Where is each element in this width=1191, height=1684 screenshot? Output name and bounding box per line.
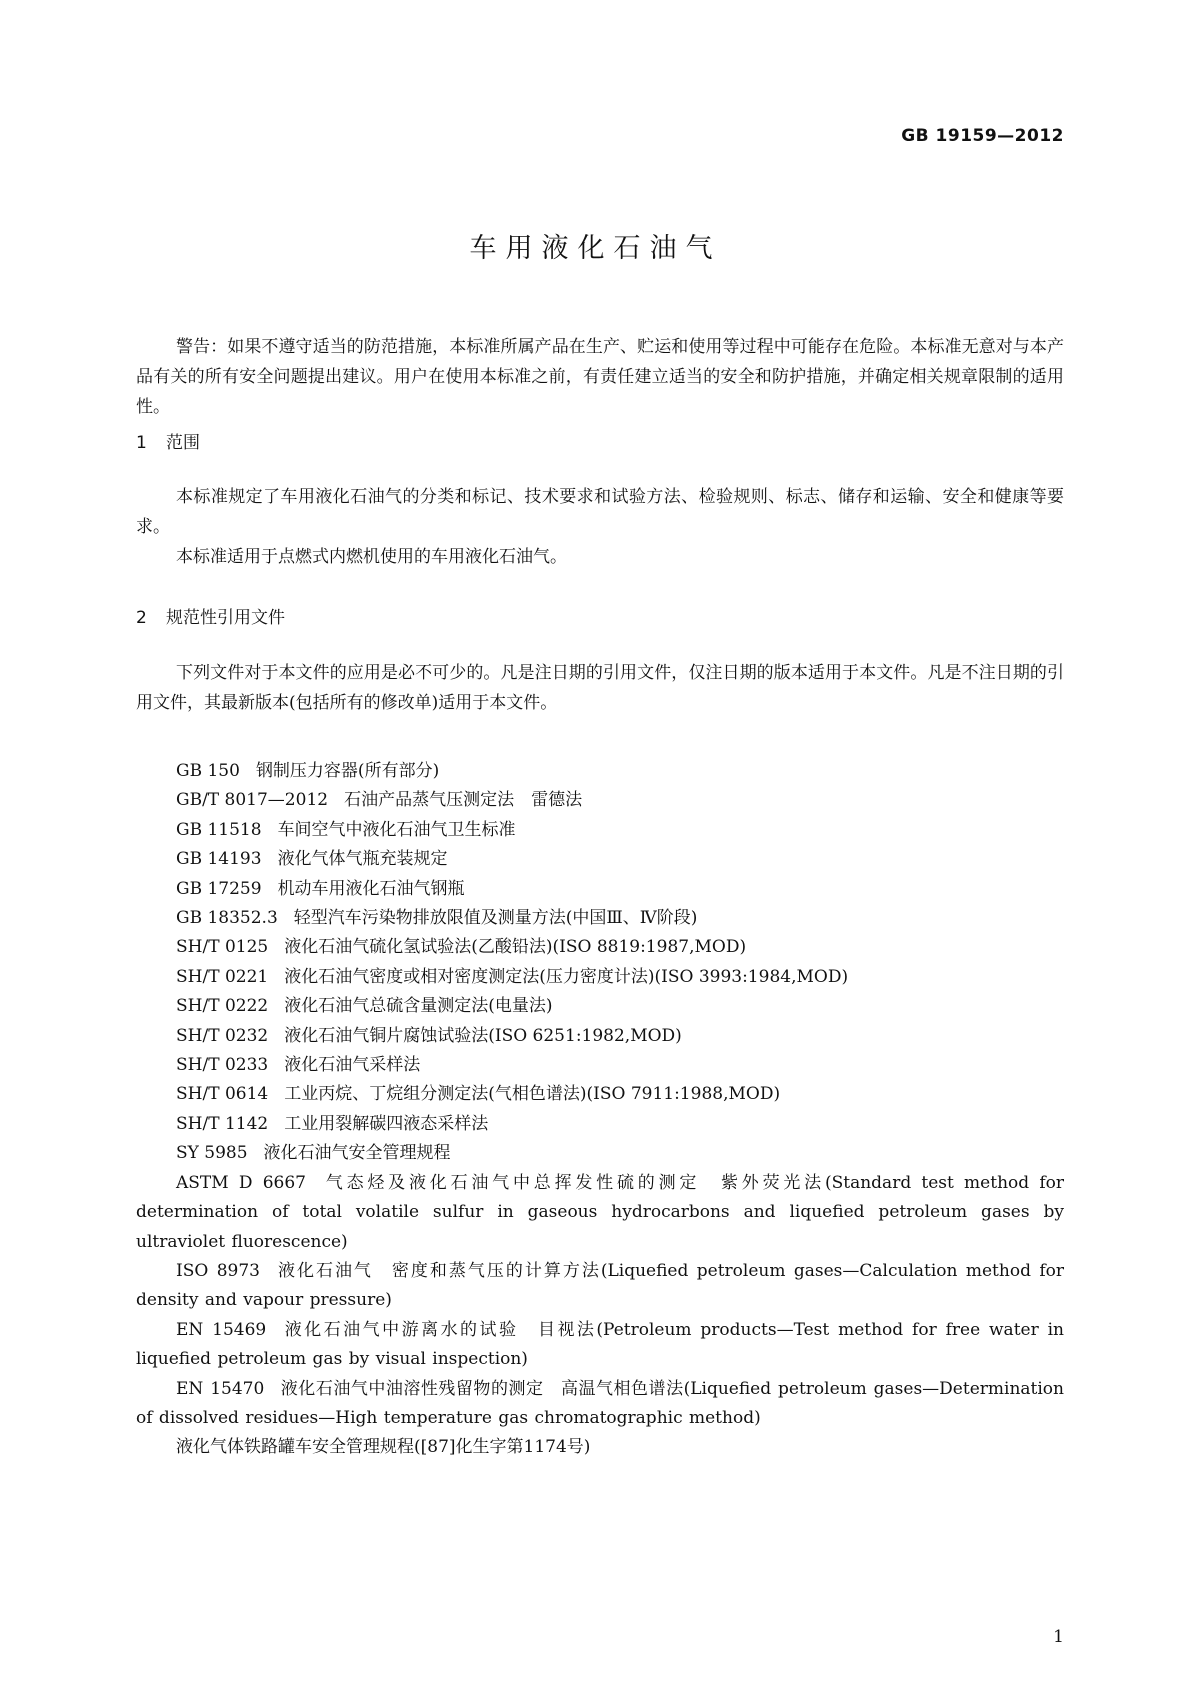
references-intro-paragraph: 下列文件对于本文件的应用是必不可少的。凡是注日期的引用文件，仅注日期的版本适用于本文件。凡是不注日期的引用文件，其最新版本(包括所有的修改单)适用于本文件。: [136, 663, 1064, 713]
reference-code: ASTM D 6667: [176, 1172, 306, 1193]
reference-title: 液化石油气中游离水的试验 目视法(Petroleum products—Test method for free water in liquefied petroleum gas by visual inspection): [136, 1319, 1064, 1370]
reference-item: [136, 904, 1064, 933]
standard-code: GB 19159—2012: [901, 126, 1064, 146]
reference-item: [136, 1375, 1064, 1434]
reference-code: SH/T 0221: [176, 966, 269, 987]
reference-list: [136, 757, 1064, 1463]
reference-title: 气态烃及液化石油气中总挥发性硫的测定 紫外荧光法(Standard test method for determination of total volatile sulfur in gaseous hydrocarbons and liquefied petroleum gases by ultraviolet fluorescence): [136, 1172, 1064, 1252]
reference-code: EN 15470: [176, 1378, 265, 1399]
reference-item: [136, 1080, 1064, 1109]
reference-title: 工业用裂解碳四液态采样法: [284, 1113, 489, 1134]
reference-title: 液化气体气瓶充装规定: [277, 849, 448, 870]
section-title: 规范性引用文件: [166, 608, 285, 628]
reference-item: [136, 757, 1064, 786]
reference-item: [136, 992, 1064, 1021]
reference-item: [136, 1110, 1064, 1139]
reference-code: SH/T 0125: [176, 937, 269, 958]
reference-code: GB 11518: [176, 819, 262, 840]
reference-code: GB 17259: [176, 878, 262, 899]
reference-title: 液化石油气采样法: [284, 1055, 421, 1076]
reference-code: SH/T 0232: [176, 1025, 269, 1046]
reference-item: [136, 933, 1064, 962]
scope-paragraph-2: 本标准适用于点燃式内燃机使用的车用液化石油气。: [176, 547, 567, 567]
section-number: 2: [136, 608, 147, 628]
reference-item: [136, 1139, 1064, 1168]
document-title: 车用液化石油气: [469, 233, 722, 264]
reference-title: 液化石油气 密度和蒸气压的计算方法(Liquefied petroleum gases—Calculation method for density and vapour pressure): [136, 1260, 1064, 1311]
reference-code: GB 150: [176, 761, 240, 781]
reference-code: GB/T 8017—2012: [176, 790, 329, 811]
reference-title: 液化石油气中油溶性残留物的测定 高温气相色谱法(Liquefied petroleum gases—Determination of dissolved residues—High temperature gas chromatographic method): [136, 1378, 1064, 1428]
reference-code: SH/T 0222: [176, 996, 269, 1017]
reference-title: 车间空气中液化石油气卫生标准: [277, 819, 516, 840]
page-number: 1: [1053, 1627, 1064, 1647]
reference-title: 液化石油气硫化氢试验法(乙酸铅法)(ISO 8819:1987,MOD): [284, 937, 747, 958]
scope-paragraph-1: 本标准规定了车用液化石油气的分类和标记、技术要求和试验方法、检验规则、标志、储存和运输、安全和健康等要求。: [136, 487, 1064, 537]
reference-code: ISO 8973: [176, 1260, 260, 1281]
reference-item: [136, 1022, 1064, 1051]
reference-item: [136, 1433, 1064, 1462]
reference-title: 机动车用液化石油气钢瓶: [277, 878, 465, 899]
reference-item: [136, 1257, 1064, 1316]
reference-item: [136, 875, 1064, 904]
reference-title: 液化石油气密度或相对密度测定法(压力密度计法)(ISO 3993:1984,MOD): [284, 966, 849, 987]
reference-item: [136, 1316, 1064, 1375]
reference-title: 液化石油气总硫含量测定法(电量法): [284, 996, 553, 1017]
reference-item: [136, 845, 1064, 874]
reference-code: SH/T 0233: [176, 1055, 269, 1076]
reference-item: [136, 786, 1064, 815]
reference-item: [136, 816, 1064, 845]
reference-title: 工业丙烷、丁烷组分测定法(气相色谱法)(ISO 7911:1988,MOD): [284, 1084, 781, 1105]
reference-code: GB 18352.3: [176, 908, 278, 929]
reference-title: 液化气体铁路罐车安全管理规程([87]化生字第1174号): [176, 1437, 591, 1458]
reference-code: GB 14193: [176, 849, 262, 870]
section-heading-scope: [136, 428, 200, 453]
warning-paragraph: 警告：如果不遵守适当的防范措施，本标准所属产品在生产、贮运和使用等过程中可能存在危险。本标准无意对与本产品有关的所有安全问题提出建议。用户在使用本标准之前，有责任建立适当的安全和防护措施，并确定相关规章限制的适用性。: [136, 337, 1064, 417]
section-heading-normative-references: [136, 603, 285, 628]
section-title: 范围: [166, 433, 200, 453]
reference-item: [136, 1169, 1064, 1257]
reference-item: [136, 963, 1064, 992]
reference-code: SY 5985: [176, 1143, 248, 1164]
reference-code: SH/T 1142: [176, 1113, 269, 1134]
reference-title: 石油产品蒸气压测定法 雷德法: [344, 790, 583, 811]
reference-title: 液化石油气安全管理规程: [263, 1143, 451, 1164]
reference-code: SH/T 0614: [176, 1084, 269, 1105]
reference-code: EN 15469: [176, 1319, 267, 1340]
reference-title: 液化石油气铜片腐蚀试验法(ISO 6251:1982,MOD): [284, 1025, 682, 1046]
reference-item: [136, 1051, 1064, 1080]
reference-title: 钢制压力容器(所有部分): [255, 761, 440, 781]
reference-title: 轻型汽车污染物排放限值及测量方法(中国Ⅲ、Ⅳ阶段): [293, 908, 698, 929]
section-number: 1: [136, 433, 147, 453]
